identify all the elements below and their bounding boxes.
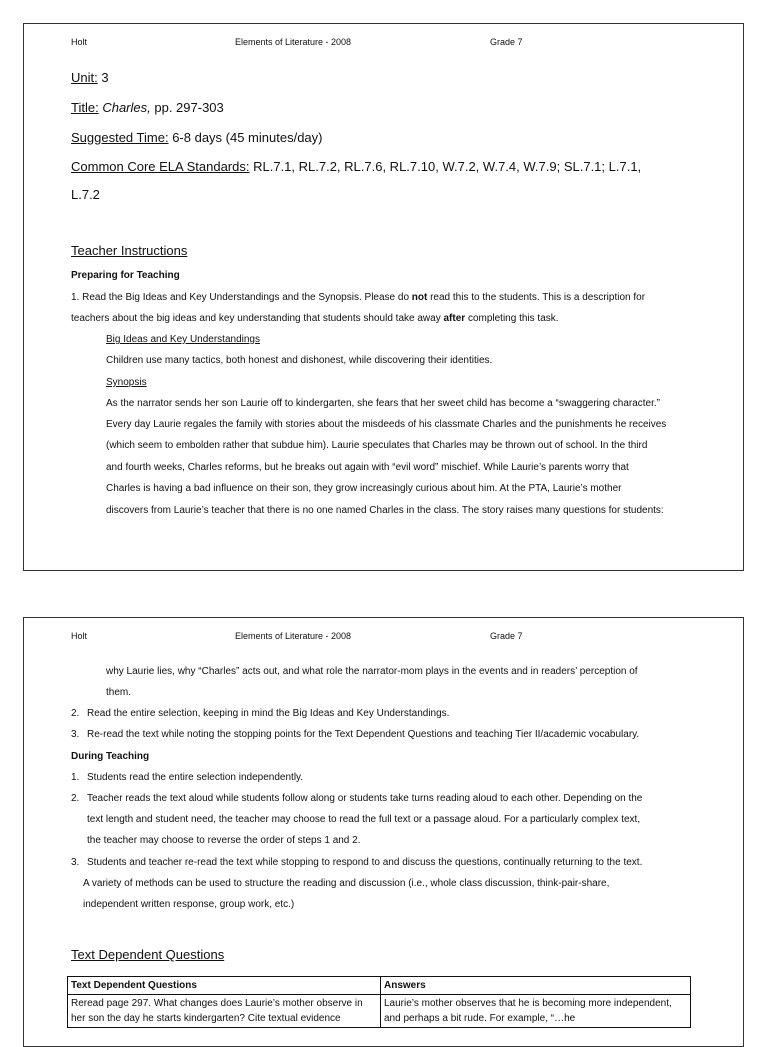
document-page-1 [23, 23, 744, 571]
during-step-2-cont: the teacher may choose to reverse the order of steps 1 and 2. [87, 835, 361, 846]
header-book-title: Elements of Literature - 2008 [235, 631, 352, 641]
answer-cell: Laurie’s mother observes that he is becoming more independent, and perhaps a bit rude. For example, “…he [381, 995, 691, 1028]
during-teaching-heading: During Teaching [71, 751, 150, 762]
table-row [68, 995, 691, 1028]
column-header-answers: Answers [381, 977, 691, 995]
header-book-title: Elements of Literature - 2008 [235, 37, 352, 47]
synopsis-line: As the narrator sends her son Laurie off to kindergarten, she fears that her sweet child has become a “swaggering character.” [106, 398, 661, 409]
standards-value: RL.7.1, RL.7.2, RL.7.6, RL.7.10, W.7.2, W.7.4, W.7.9; SL.7.1; L.7.1, [253, 159, 642, 174]
during-step-3: 3. Students and teacher re-read the text while stopping to respond to and discuss the questions, continually returning to the text. [71, 857, 643, 868]
header-publisher: Holt [71, 631, 88, 641]
synopsis-heading: Synopsis [106, 377, 147, 388]
table-header-row [68, 977, 691, 995]
unit-field [71, 70, 109, 85]
title-label: Title: [71, 100, 99, 115]
title-work: Charles, [102, 100, 151, 115]
synopsis-line: Charles is having a bad influence on their son, they grow increasingly curious about him. At the PTA, Laurie’s mother [106, 483, 622, 494]
big-ideas-heading: Big Ideas and Key Understandings [106, 334, 260, 345]
standards-label: Common Core ELA Standards: [71, 159, 250, 174]
question-cell: Reread page 297. What changes does Laurie’s mother observe in her son the day he starts kindergarten? Cite textual evidence [68, 995, 381, 1028]
big-ideas-text: Children use many tactics, both honest and dishonest, while discovering their identities. [106, 355, 493, 366]
synopsis-line: (which seem to embolden rather that subdue him). Laurie speculates that Charles may be thrown out of school. In the third [106, 440, 648, 451]
header-publisher: Holt [71, 37, 88, 47]
text-dependent-questions-heading: Text Dependent Questions [71, 947, 225, 962]
unit-label: Unit: [71, 70, 98, 85]
tdq-table [67, 976, 691, 1028]
standards-field [71, 159, 641, 174]
header-grade: Grade 7 [490, 631, 523, 641]
unit-value: 3 [101, 70, 109, 85]
synopsis-line: and fourth weeks, Charles reforms, but he breaks out again with “evil word” mischief. While Laurie’s parents worry that [106, 462, 629, 473]
during-step-3-cont: A variety of methods can be used to structure the reading and discussion (i.e., whole class discussion, think-pair-share, [83, 878, 610, 889]
title-pages: pp. 297-303 [154, 100, 224, 115]
step-3: 3. Re-read the text while noting the stopping points for the Text Dependent Questions and teaching Tier II/academic vocabulary. [71, 729, 640, 740]
column-header-questions: Text Dependent Questions [68, 977, 381, 995]
synopsis-continued-line: why Laurie lies, why “Charles” acts out, and what role the narrator-mom plays in the events and in readers’ perception of [106, 666, 638, 677]
synopsis-line: Every day Laurie regales the family with stories about the misdeeds of his classmate Charles and the punishments he receives [106, 419, 667, 430]
during-step-2: 2. Teacher reads the text aloud while students follow along or students take turns reading aloud to each other. Depending on the [71, 793, 643, 804]
title-field [71, 100, 224, 115]
during-step-3-cont: independent written response, group work, etc.) [83, 899, 295, 910]
preparing-heading: Preparing for Teaching [71, 270, 180, 281]
during-step-1: 1. Students read the entire selection independently. [71, 772, 304, 783]
header-grade: Grade 7 [490, 37, 523, 47]
document-page-2 [23, 617, 744, 1047]
time-label: Suggested Time: [71, 130, 169, 145]
step-1-line-1: 1. Read the Big Ideas and Key Understandings and the Synopsis. Please do not read this to the students. This is a description for [71, 292, 646, 303]
synopsis-line: discovers from Laurie’s teacher that there is no one named Charles in the class. The story raises many questions for students: [106, 505, 664, 516]
step-2: 2. Read the entire selection, keeping in mind the Big Ideas and Key Understandings. [71, 708, 450, 719]
teacher-instructions-heading: Teacher Instructions [71, 243, 188, 258]
during-step-2-cont: text length and student need, the teacher may choose to read the full text or a passage aloud. For a particularly complex text, [87, 814, 641, 825]
standards-continued: L.7.2 [71, 187, 100, 202]
synopsis-continued-line: them. [106, 687, 132, 698]
time-value: 6-8 days (45 minutes/day) [172, 130, 323, 145]
step-1-line-2: teachers about the big ideas and key understanding that students should take away after completing this task. [71, 313, 559, 324]
time-field [71, 130, 322, 145]
